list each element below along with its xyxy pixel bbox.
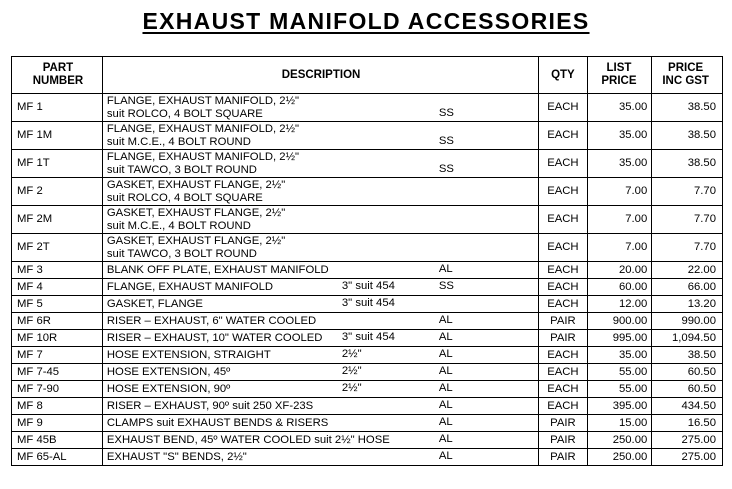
list-price-cell: 55.00 bbox=[587, 381, 652, 398]
description-cell bbox=[102, 449, 538, 466]
description-line-2: suit TAWCO, 3 BOLT ROUND bbox=[106, 163, 257, 176]
header-row bbox=[12, 57, 723, 94]
description-cell bbox=[102, 206, 538, 234]
price-inc-gst-cell: 38.50 bbox=[652, 94, 723, 122]
qty-cell: EACH bbox=[539, 94, 587, 122]
description-cell bbox=[102, 364, 538, 381]
header-qty: QTY bbox=[539, 57, 587, 94]
qty-cell: EACH bbox=[539, 381, 587, 398]
table-row bbox=[12, 313, 723, 330]
list-price-cell: 7.00 bbox=[587, 178, 652, 206]
header-description: DESCRIPTION bbox=[102, 57, 538, 94]
description-line-2: suit TAWCO, 3 BOLT ROUND bbox=[106, 247, 257, 260]
part-number-cell: MF 7-90 bbox=[12, 381, 103, 398]
description-line: FLANGE, EXHAUST MANIFOLD, 2½" bbox=[106, 150, 300, 163]
part-number-cell: MF 3 bbox=[12, 262, 103, 279]
description-line: HOSE EXTENSION, STRAIGHT bbox=[106, 348, 271, 361]
part-number-cell: MF 1M bbox=[12, 122, 103, 150]
price-inc-gst-cell: 66.00 bbox=[652, 279, 723, 296]
table-row bbox=[12, 279, 723, 296]
price-inc-gst-cell: 38.50 bbox=[652, 150, 723, 178]
table-row bbox=[12, 364, 723, 381]
size-note: 2½" bbox=[341, 382, 362, 394]
list-price-cell: 250.00 bbox=[587, 449, 652, 466]
qty-cell: PAIR bbox=[539, 432, 587, 449]
table-row bbox=[12, 398, 723, 415]
header-price-inc-gst: PRICE INC GST bbox=[652, 57, 723, 94]
description-cell bbox=[102, 296, 538, 313]
table-row bbox=[12, 94, 723, 122]
part-number-cell: MF 6R bbox=[12, 313, 103, 330]
qty-cell: PAIR bbox=[539, 415, 587, 432]
list-price-cell: 900.00 bbox=[587, 313, 652, 330]
qty-cell: EACH bbox=[539, 234, 587, 262]
part-number-cell: MF 4 bbox=[12, 279, 103, 296]
description-cell bbox=[102, 234, 538, 262]
table-row bbox=[12, 415, 723, 432]
table-row bbox=[12, 178, 723, 206]
qty-cell: EACH bbox=[539, 398, 587, 415]
description-cell bbox=[102, 313, 538, 330]
price-inc-gst-cell: 16.50 bbox=[652, 415, 723, 432]
part-number-cell: MF 2M bbox=[12, 206, 103, 234]
description-cell bbox=[102, 279, 538, 296]
description-cell bbox=[102, 94, 538, 122]
qty-cell: EACH bbox=[539, 364, 587, 381]
part-number-cell: MF 8 bbox=[12, 398, 103, 415]
material-code: AL bbox=[438, 416, 453, 428]
description-cell bbox=[102, 330, 538, 347]
material-code: SS bbox=[438, 107, 454, 119]
part-number-cell: MF 1T bbox=[12, 150, 103, 178]
price-inc-gst-cell: 38.50 bbox=[652, 122, 723, 150]
table-row bbox=[12, 296, 723, 313]
price-inc-gst-cell: 7.70 bbox=[652, 178, 723, 206]
document-title: EXHAUST MANIFOLD ACCESSORIES bbox=[142, 8, 590, 34]
size-note: 3" suit 454 bbox=[341, 280, 395, 292]
part-number-cell: MF 10R bbox=[12, 330, 103, 347]
price-table bbox=[11, 56, 723, 466]
description-cell bbox=[102, 398, 538, 415]
part-number-cell: MF 9 bbox=[12, 415, 103, 432]
price-inc-gst-cell: 1,094.50 bbox=[652, 330, 723, 347]
description-line: FLANGE, EXHAUST MANIFOLD, 2½" bbox=[106, 122, 300, 135]
table-row bbox=[12, 347, 723, 364]
description-line-2: suit M.C.E., 4 BOLT ROUND bbox=[106, 135, 251, 148]
material-code: AL bbox=[438, 331, 453, 343]
table-row bbox=[12, 432, 723, 449]
qty-cell: PAIR bbox=[539, 330, 587, 347]
list-price-cell: 20.00 bbox=[587, 262, 652, 279]
material-code: AL bbox=[438, 348, 453, 360]
price-inc-gst-cell: 22.00 bbox=[652, 262, 723, 279]
price-inc-gst-cell: 13.20 bbox=[652, 296, 723, 313]
description-line: EXHAUST "S" BENDS, 2½" bbox=[106, 450, 247, 463]
list-price-cell: 12.00 bbox=[587, 296, 652, 313]
table-row bbox=[12, 449, 723, 466]
description-line-2: suit M.C.E., 4 BOLT ROUND bbox=[106, 219, 251, 232]
price-inc-gst-cell: 60.50 bbox=[652, 364, 723, 381]
description-cell bbox=[102, 415, 538, 432]
description-line: EXHAUST BEND, 45º WATER COOLED suit 2½" HOSE bbox=[106, 433, 390, 446]
material-code: AL bbox=[438, 399, 453, 411]
part-number-cell: MF 45B bbox=[12, 432, 103, 449]
material-code: AL bbox=[438, 365, 453, 377]
table-row bbox=[12, 381, 723, 398]
qty-cell: EACH bbox=[539, 206, 587, 234]
price-inc-gst-cell: 434.50 bbox=[652, 398, 723, 415]
material-code: AL bbox=[438, 314, 453, 326]
description-line-2: suit ROLCO, 4 BOLT SQUARE bbox=[106, 107, 263, 120]
table-row bbox=[12, 122, 723, 150]
list-price-cell: 7.00 bbox=[587, 234, 652, 262]
list-price-cell: 15.00 bbox=[587, 415, 652, 432]
list-price-cell: 995.00 bbox=[587, 330, 652, 347]
description-cell bbox=[102, 122, 538, 150]
qty-cell: EACH bbox=[539, 150, 587, 178]
price-inc-gst-cell: 275.00 bbox=[652, 432, 723, 449]
qty-cell: EACH bbox=[539, 296, 587, 313]
description-cell bbox=[102, 262, 538, 279]
table-row bbox=[12, 206, 723, 234]
qty-cell: PAIR bbox=[539, 449, 587, 466]
price-inc-gst-cell: 990.00 bbox=[652, 313, 723, 330]
material-code: AL bbox=[438, 263, 453, 275]
size-note: 2½" bbox=[341, 348, 362, 360]
list-price-cell: 35.00 bbox=[587, 150, 652, 178]
material-code: AL bbox=[438, 433, 453, 445]
material-code: SS bbox=[438, 135, 454, 147]
list-price-cell: 35.00 bbox=[587, 347, 652, 364]
list-price-cell: 55.00 bbox=[587, 364, 652, 381]
description-line: GASKET, FLANGE bbox=[106, 297, 203, 310]
list-price-cell: 60.00 bbox=[587, 279, 652, 296]
part-number-cell: MF 1 bbox=[12, 94, 103, 122]
description-line: RISER – EXHAUST, 10" WATER COOLED bbox=[106, 331, 323, 344]
table-row bbox=[12, 262, 723, 279]
qty-cell: EACH bbox=[539, 279, 587, 296]
part-number-cell: MF 2 bbox=[12, 178, 103, 206]
qty-cell: EACH bbox=[539, 122, 587, 150]
description-line: FLANGE, EXHAUST MANIFOLD, 2½" bbox=[106, 94, 300, 107]
description-line: RISER – EXHAUST, 90º suit 250 XF-23S bbox=[106, 399, 314, 412]
description-line: RISER – EXHAUST, 6" WATER COOLED bbox=[106, 314, 317, 327]
description-line: GASKET, EXHAUST FLANGE, 2½" bbox=[106, 234, 286, 247]
size-note: 3" suit 454 bbox=[341, 331, 395, 343]
list-price-cell: 35.00 bbox=[587, 122, 652, 150]
description-cell bbox=[102, 150, 538, 178]
price-inc-gst-cell: 275.00 bbox=[652, 449, 723, 466]
price-inc-gst-cell: 60.50 bbox=[652, 381, 723, 398]
list-price-cell: 7.00 bbox=[587, 206, 652, 234]
material-code: AL bbox=[438, 450, 453, 462]
table-row bbox=[12, 234, 723, 262]
price-inc-gst-cell: 7.70 bbox=[652, 206, 723, 234]
size-note: 3" suit 454 bbox=[341, 297, 395, 309]
part-number-cell: MF 5 bbox=[12, 296, 103, 313]
description-line: GASKET, EXHAUST FLANGE, 2½" bbox=[106, 178, 286, 191]
table-body bbox=[12, 94, 723, 466]
list-price-cell: 35.00 bbox=[587, 94, 652, 122]
size-note: 2½" bbox=[341, 365, 362, 377]
material-code: SS bbox=[438, 280, 454, 292]
header-list-price: LIST PRICE bbox=[587, 57, 652, 94]
table-row bbox=[12, 150, 723, 178]
header-part-number: PART NUMBER bbox=[12, 57, 103, 94]
table-row bbox=[12, 330, 723, 347]
description-cell bbox=[102, 381, 538, 398]
qty-cell: EACH bbox=[539, 347, 587, 364]
material-code: SS bbox=[438, 163, 454, 175]
description-line: GASKET, EXHAUST FLANGE, 2½" bbox=[106, 206, 286, 219]
description-line: HOSE EXTENSION, 45º bbox=[106, 365, 231, 378]
description-cell bbox=[102, 347, 538, 364]
part-number-cell: MF 2T bbox=[12, 234, 103, 262]
list-price-cell: 395.00 bbox=[587, 398, 652, 415]
price-inc-gst-cell: 38.50 bbox=[652, 347, 723, 364]
part-number-cell: MF 65-AL bbox=[12, 449, 103, 466]
part-number-cell: MF 7-45 bbox=[12, 364, 103, 381]
price-inc-gst-cell: 7.70 bbox=[652, 234, 723, 262]
description-cell bbox=[102, 432, 538, 449]
description-line-2: suit ROLCO, 4 BOLT SQUARE bbox=[106, 191, 263, 204]
list-price-cell: 250.00 bbox=[587, 432, 652, 449]
description-line: CLAMPS suit EXHAUST BENDS & RISERS bbox=[106, 416, 329, 429]
qty-cell: PAIR bbox=[539, 313, 587, 330]
description-cell bbox=[102, 178, 538, 206]
qty-cell: EACH bbox=[539, 178, 587, 206]
description-line: FLANGE, EXHAUST MANIFOLD bbox=[106, 280, 274, 293]
description-line: BLANK OFF PLATE, EXHAUST MANIFOLD bbox=[106, 263, 329, 276]
description-line: HOSE EXTENSION, 90º bbox=[106, 382, 231, 395]
material-code: AL bbox=[438, 382, 453, 394]
part-number-cell: MF 7 bbox=[12, 347, 103, 364]
qty-cell: EACH bbox=[539, 262, 587, 279]
